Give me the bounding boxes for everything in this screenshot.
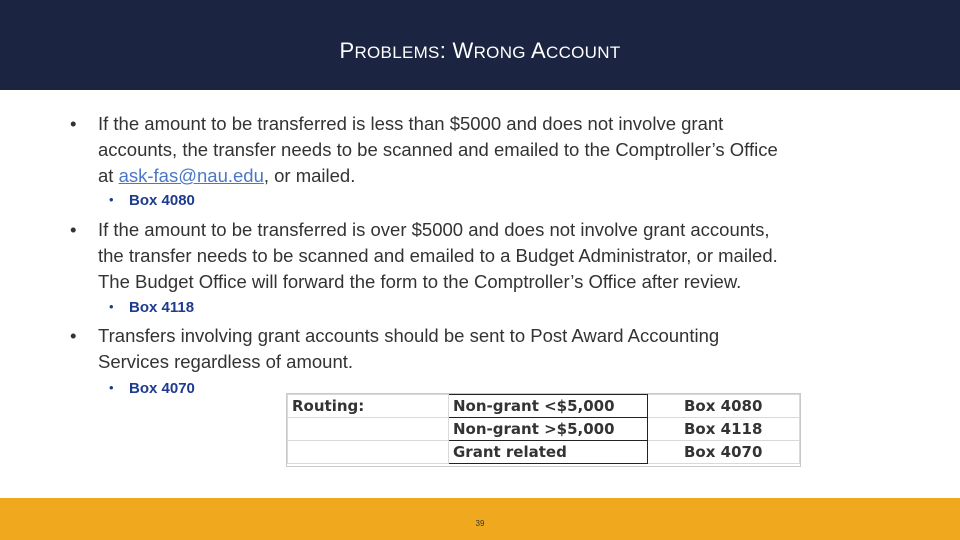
sub-bullet-box-4070: • Box 4070 [109,380,195,397]
page-number: 39 [475,519,485,528]
routing-condition: Non-grant <$5,000 [449,395,648,418]
bullet-dot: • [70,219,77,240]
routing-table [286,393,801,467]
bullet-2: • If the amount to be transferred is over $5000 and does not involve grant accounts, the transfer needs to be scanned and emailed to a Budget Administrator, or mailed. The Budget Office will forward the form to the Comptroller’s Office after review. [70,219,778,292]
sub-bullet-box-4118: • Box 4118 [109,299,195,316]
routing-condition: Grant related [449,441,648,464]
sub-bullet-dot: • [109,299,114,314]
routing-label: Routing: [288,395,449,418]
bullet-1: • If the amount to be transferred is less than $5000 and does not involve grant accounts, the transfer needs to be scanned and emailed to the Comptroller’s Office at ask-fas@nau.edu, or mailed. [70,113,778,186]
table-row [288,395,800,418]
table-row [288,441,800,464]
sub-bullet-dot: • [109,380,114,395]
table-row [288,418,800,441]
email-link[interactable]: ask-fas@nau.edu [118,165,264,186]
bullet-3: • Transfers involving grant accounts should be sent to Post Award Accounting Services regardless of amount. [70,325,720,372]
routing-condition: Non-grant >$5,000 [449,418,648,441]
title-bar [0,0,960,90]
bullet-dot: • [70,113,77,134]
routing-box: Box 4080 [648,395,800,418]
routing-box: Box 4118 [648,418,800,441]
routing-box: Box 4070 [648,441,800,464]
sub-bullet-box-4080: • Box 4080 [109,192,195,209]
slide-title: PROBLEMS: WRONG ACCOUNT [339,38,621,63]
sub-bullet-dot: • [109,192,114,207]
bullet-dot: • [70,325,77,346]
